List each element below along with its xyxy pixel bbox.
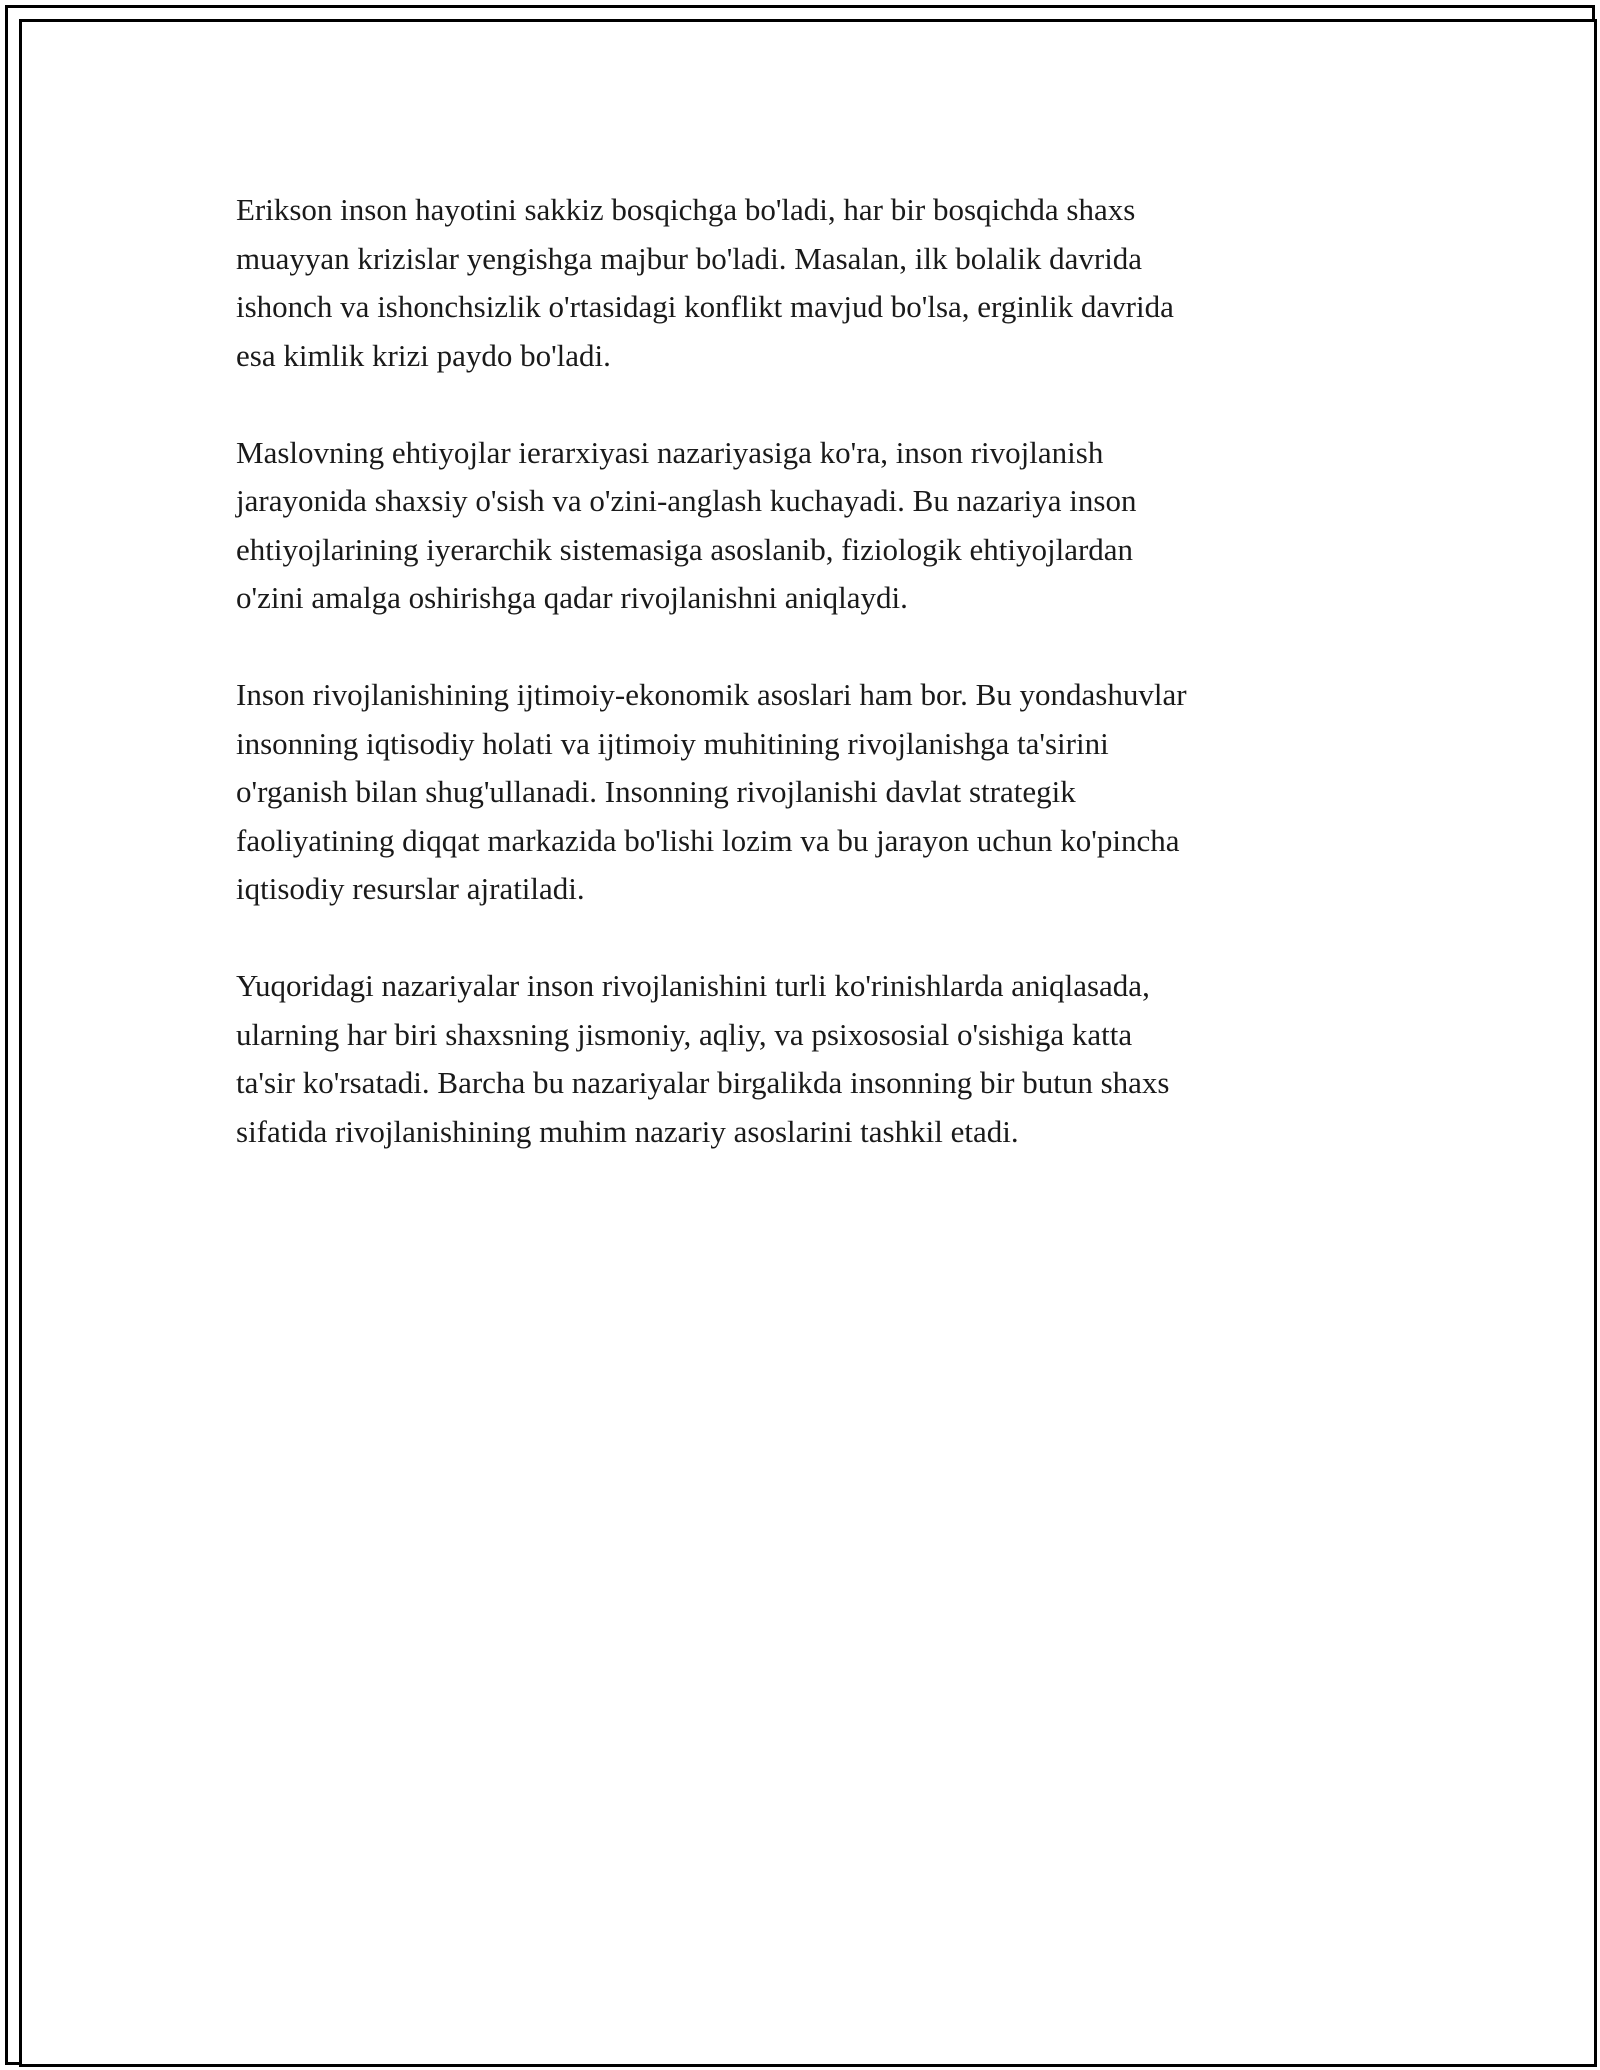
paragraph-conclusion — [236, 962, 1386, 1156]
text-line: ularning har biri shaxsning jismoniy, aqliy, va psixososial o'sishiga katta — [236, 1016, 1133, 1052]
text-line: ishonch va ishonchsizlik o'rtasidagi konflikt mavjud bo'lsa, erginlik davrida — [236, 289, 1174, 324]
text-line: Erikson inson hayotini sakkiz bosqichga bo'ladi, har bir bosqichda shaxs — [236, 192, 1136, 227]
text-line: muayyan krizislar yengishga majbur bo'ladi. Masalan, ilk bolalik davrida — [236, 240, 1143, 276]
text-line: ehtiyojlarining iyerarchik sistemasiga asoslanib, fiziologik ehtiyojlardan — [236, 531, 1134, 567]
text-line: Inson rivojlanishining ijtimoiy-ekonomik asoslari ham bor. Bu yondashuvlar — [236, 677, 1187, 712]
document-body — [236, 186, 1386, 1205]
text-line: Yuqoridagi nazariyalar inson rivojlanishini turli ko'rinishlarda aniqlasada, — [236, 968, 1150, 1003]
text-line: jarayonida shaxsiy o'sish va o'zini-anglash kuchayadi. Bu nazariya inson — [236, 483, 1137, 518]
text-line: o'rganish bilan shug'ullanadi. Insonning rivojlanishi davlat strategik — [236, 774, 1076, 809]
paragraph-socio-economic — [236, 671, 1386, 914]
paragraph-maslow — [236, 429, 1386, 623]
text-line: Maslovning ehtiyojlar ierarxiyasi nazariyasiga ko'ra, inson rivojlanish — [236, 434, 1104, 470]
paragraph-erikson — [236, 186, 1386, 380]
text-line: ta'sir ko'rsatadi. Barcha bu nazariyalar birgalikda insonning bir butun shaxs — [236, 1065, 1170, 1100]
text-line: o'zini amalga oshirishga qadar rivojlanishni aniqlaydi. — [236, 580, 908, 615]
text-line: iqtisodiy resurslar ajratiladi. — [236, 871, 585, 906]
text-line: esa kimlik krizi paydo bo'ladi. — [236, 337, 611, 373]
text-line: insonning iqtisodiy holati va ijtimoiy muhitining rivojlanishga ta'sirini — [236, 725, 1109, 761]
text-line: faoliyatining diqqat markazida bo'lishi lozim va bu jarayon uchun ko'pincha — [236, 822, 1180, 858]
text-line: sifatida rivojlanishining muhim nazariy asoslarini tashkil etadi. — [236, 1113, 1019, 1149]
